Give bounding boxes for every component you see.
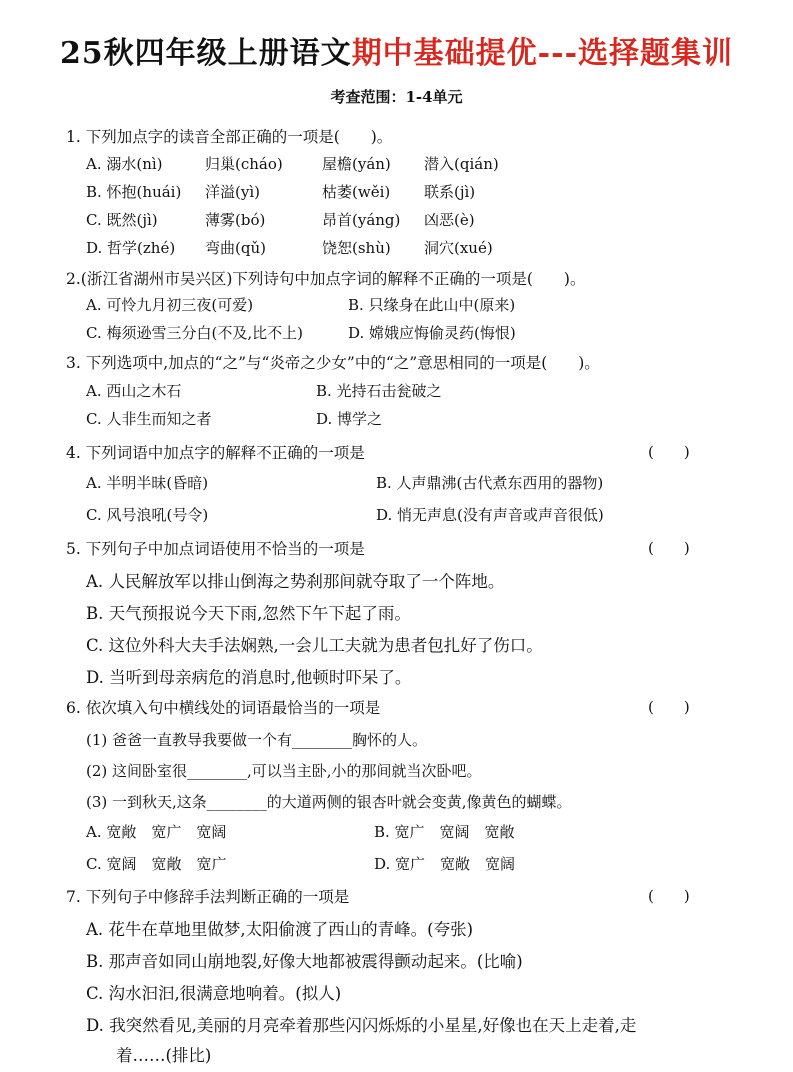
q6-sentence-2: (2) 这间卧室很________,可以当主卧,小的那间就当次卧吧。 [86,762,482,780]
q1-a-4: 潜入(qián) [424,155,499,173]
q1-d-1: D. 哲学(zhé) [86,239,176,257]
q1-d-2: 弯曲(qǔ) [205,239,266,257]
q6-option-c: C. 宽阔 宽敞 宽广 [86,855,227,873]
q2-stem: 2.(浙江省湖州市吴兴区)下列诗句中加点字词的解释不正确的一项是( )。 [66,270,586,288]
q6-option-a: A. 宽敞 宽广 宽阔 [86,823,227,841]
page-title [0,28,793,72]
q1-b-4: 联系(jì) [424,183,476,201]
q2-option-c: C. 梅须逊雪三分白(不及,比不上) [86,324,303,342]
q4-stem: 4. 下列词语中加点字的解释不正确的一项是 [66,444,365,462]
title-red-part: 期中基础提优---选择题集训 [351,36,734,71]
q4-option-a: A. 半明半昧(昏暗) [86,474,209,492]
q5-option-b: B. 天气预报说今天下雨,忽然下午下起了雨。 [86,604,411,623]
title-black-part: 25秋四年级上册语文 [59,36,352,71]
q3-option-d: D. 博学之 [316,410,383,428]
q6-option-d: D. 宽广 宽敞 宽阔 [374,855,516,873]
q4-option-d: D. 悄无声息(没有声音或声音很低) [376,506,604,524]
q2-option-b: B. 只缘身在此山中(原来) [348,296,516,314]
q5-option-c: C. 这位外科大夫手法娴熟,一会儿工夫就为患者包扎好了伤口。 [86,636,543,655]
q3-option-a: A. 西山之木石 [86,382,182,400]
q3-option-c: C. 人非生而知之者 [86,410,212,428]
exam-scope: 考查范围：1-4单元 [330,88,463,106]
q5-option-d: D. 当听到母亲病危的消息时,他顿时吓呆了。 [86,668,412,687]
q7-option-b: B. 那声音如同山崩地裂,好像大地都被震得颤动起来。(比喻) [86,952,523,971]
q1-stem: 1. 下列加点字的读音全部正确的一项是( )。 [66,128,393,146]
q7-answer-paren: ( ) [648,887,690,905]
q4-option-b: B. 人声鼎沸(古代煮东西用的器物) [376,474,604,492]
q1-d-4: 洞穴(xué) [424,239,493,257]
q1-c-3: 昂首(yáng) [322,211,401,229]
q7-option-d-line1: D. 我突然看见,美丽的月亮牵着那些闪闪烁烁的小星星,好像也在天上走着,走 [86,1016,637,1035]
q1-b-2: 洋溢(yì) [205,183,260,201]
q1-a-1: A. 溺水(nì) [86,155,163,173]
q7-option-d-line2: 着……(排比) [116,1046,212,1065]
q6-option-b: B. 宽广 宽阔 宽敞 [374,823,515,841]
q2-option-a: A. 可怜九月初三夜(可爱) [86,296,254,314]
q1-a-3: 屋檐(yán) [322,155,391,173]
q6-sentence-3: (3) 一到秋天,这条________的大道两侧的银杏叶就会变黄,像黄色的蝴蝶。 [86,793,572,811]
q5-stem: 5. 下列句子中加点词语使用不恰当的一项是 [66,540,365,558]
q5-option-a: A. 人民解放军以排山倒海之势刹那间就夺取了一个阵地。 [86,572,505,591]
q1-c-4: 凶恶(è) [424,211,475,229]
q3-stem: 3. 下列选项中,加点的“之”与“炎帝之少女”中的“之”意思相同的一项是( )。 [66,354,600,372]
q7-stem: 7. 下列句子中修辞手法判断正确的一项是 [66,888,350,906]
q7-option-a: A. 花牛在草地里做梦,太阳偷渡了西山的青峰。(夸张) [86,920,474,939]
q1-c-1: C. 既然(jì) [86,211,158,229]
q4-option-c: C. 风号浪吼(号令) [86,506,209,524]
q1-c-2: 薄雾(bó) [205,211,266,229]
q2-option-d: D. 嫦娥应悔偷灵药(悔恨) [348,324,516,342]
q3-option-b: B. 光持石击瓮破之 [316,382,442,400]
q6-stem: 6. 依次填入句中横线处的词语最恰当的一项是 [66,699,381,717]
q5-answer-paren: ( ) [648,539,690,557]
q1-a-2: 归巢(cháo) [205,155,283,173]
q1-d-3: 饶恕(shù) [322,239,391,257]
q6-answer-paren: ( ) [648,698,690,716]
q4-answer-paren: ( ) [648,443,690,461]
q1-b-3: 枯萎(wěi) [322,183,391,201]
q7-option-c: C. 沟水汩汩,很满意地响着。(拟人) [86,984,342,1003]
q6-sentence-1: (1) 爸爸一直教导我要做一个有________胸怀的人。 [86,731,428,749]
q1-b-1: B. 怀抱(huái) [86,183,182,201]
